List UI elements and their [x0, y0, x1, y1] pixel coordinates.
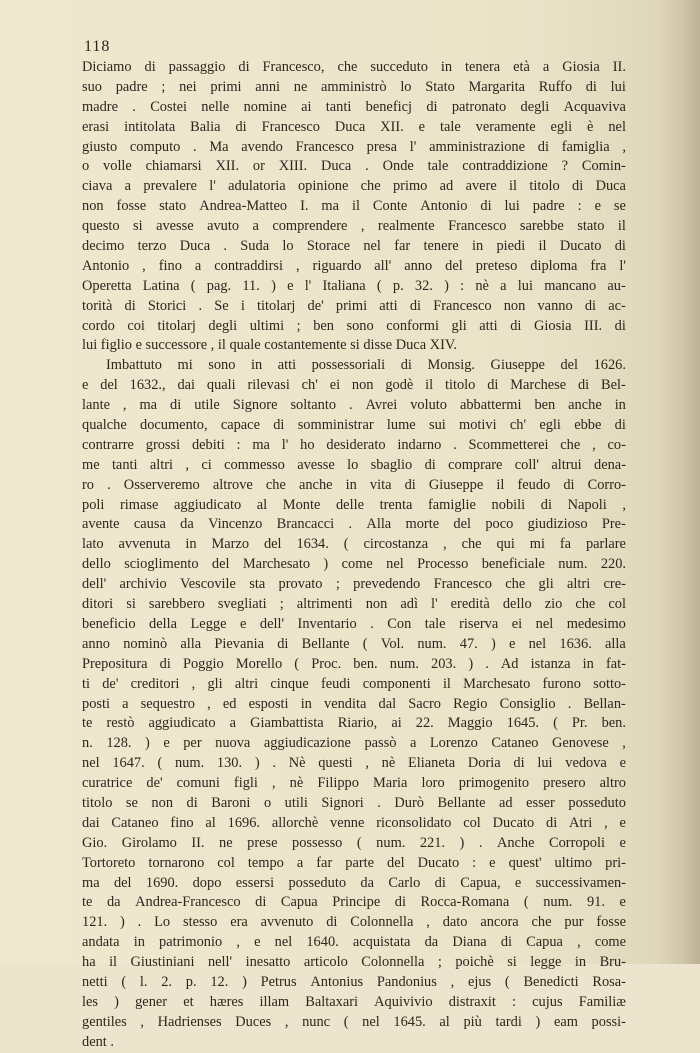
text-line: Operetta Latina ( pag. 11. ) e l' Italiana ( p. 32. ) : nè a lui mancano au- — [82, 277, 626, 294]
text-line: o volle chiamarsi XII. or XIII. Duca . Onde tale contraddizione ? Comin- — [82, 158, 626, 175]
text-line: ti de' creditori , gli altri cinque feudi componenti il Marchesato furono sotto- — [82, 675, 626, 692]
text-line: erasi intitolata Balia di Francesco Duca XII. e tale veramente egli è nel — [82, 118, 626, 135]
text-line: Prepositura di Poggio Morello ( Proc. ben. num. 203. ) . Ad istanza in fat- — [82, 655, 626, 672]
text-line: ciava a prevalere l' adulatoria opinione che primo ad avere il titolo di Duca — [82, 178, 626, 195]
text-line: contrarre grossi debiti : ma l' ho desiderato indarno . Scommetterei che , co- — [82, 436, 626, 453]
text-line: Tortoreto tornarono col tempo a far parte del Ducato : e quest' ultimo pri- — [82, 854, 626, 871]
text-line: questo si avesse avuto a comprendere , realmente Francesco sarebbe stato il — [82, 218, 626, 235]
text-line: Diciamo di passaggio di Francesco, che succeduto in tenera età a Giosia II. — [82, 59, 626, 75]
text-line: ditori si sarebbero svegliati ; altrimenti non adì l' eredità dello zio che col — [82, 596, 626, 613]
text-line: me tanti altri , ci commesso avesse lo sbaglio di comprare coll' altrui dena- — [82, 456, 626, 473]
text-line: ro . Osserveremo altrove che anche in vita di Giuseppe il feudo di Corro- — [82, 476, 626, 493]
text-line: madre . Costei nelle nomine ai tanti beneficj di patronato degli Acquaviva — [82, 98, 626, 115]
text-line: Gio. Girolamo II. ne prese possesso ( num. 221. ) . Anche Corropoli e — [82, 834, 626, 851]
text-line: anno nominò alla Pievania di Bellante ( Vol. num. 47. ) e nel 1636. alla — [82, 635, 626, 652]
text-line: suo padre ; nei primi anni ne amministrò lo Stato Margarita Ruffo di lui — [82, 78, 626, 95]
text-line: nel 1647. ( num. 130. ) . Nè questi , nè Elianeta Doria di lui vedova e — [82, 755, 626, 772]
text-line: cordo coi titolarj degli ultimi ; ben sono conformi gli atti di Giosia III. di — [82, 317, 626, 334]
text-line: lato avvenuta in Marzo del 1634. ( circostanza , che qui mi fa parlare — [82, 536, 626, 553]
text-line: Antonio , fino a contraddirsi , riguardo all' anno del preteso diploma fra l' — [82, 257, 626, 274]
text-line: Imbattuto mi sono in atti possessoriali di Monsig. Giuseppe del 1626. — [106, 357, 626, 374]
text-line: netti ( l. 2. p. 12. ) Petrus Antonius Pandonius , ejus ( Benedicti Rosa- — [82, 973, 626, 990]
text-line: te restò aggiudicato a Giambattista Riario, ai 22. Maggio 1645. ( Pr. ben. — [82, 715, 626, 732]
page-edge-shadow — [658, 0, 700, 964]
text-line: torità di Storici . Se i titolarj de' primi atti di Francesco non vanno di ac- — [82, 297, 626, 314]
page-number: 118 — [84, 38, 111, 55]
text-line: posti a sequestro , ed esposti in vendita dal Sacro Regio Consiglio . Bellan- — [82, 695, 626, 712]
text-line: curatrice de' comuni figli , nè Filippo Maria loro primogenito presero altro — [82, 775, 626, 792]
text-line: les ) gener et hæres illam Baltaxari Aquivivio distraxit : cujus Familiæ — [82, 993, 626, 1010]
text-line: n. 128. ) e per nuova aggiudicazione passò a Lorenzo Cataneo Genovese , — [82, 735, 626, 752]
text-line: decimo terzo Duca . Suda lo Storace nel far tenere in piedi il Ducato di — [82, 238, 626, 255]
text-line: lui figlio e successore , il quale costantemente si disse Duca XIV. — [82, 337, 457, 354]
text-line: avente causa da Vincenzo Brancacci . Alla morte del poco giudizioso Pre- — [82, 516, 626, 533]
text-line: gentiles , Hadrienses Duces , nunc ( nel 1645. al più tardi ) eam possi- — [82, 1013, 626, 1030]
text-line: dell' archivio Vescovile sta provato ; prevedendo Francesco che gli altri cre- — [82, 576, 626, 593]
text-line: 121. ) . Lo stesso era avvenuto di Colonnella , dato ancora che pur fosse — [82, 914, 626, 931]
text-line: non fosse stato Andrea-Matteo I. ma il Conte Antonio di lui padre : e se — [82, 198, 626, 215]
text-line: andata in patrimonio , e nel 1640. acquistata da Diana di Capua , come — [82, 934, 626, 951]
text-line: lante , ma di utile Signore soltanto . Avrei voluto abbattermi ben anche in — [82, 397, 626, 414]
text-line: ma del 1690. dopo essersi posseduto da Carlo di Capua, e successivamen- — [82, 874, 626, 891]
text-line: dello scioglimento del Marchesato ) come nel Processo beneficiale num. 220. — [82, 556, 626, 573]
text-line: giusto computo . Ma avendo Francesco presa l' amministrazione di famiglia , — [82, 138, 626, 155]
text-line: dai Cataneo fino al 1696. allorchè venne riconsolidato col Ducato di Atri , e — [82, 814, 626, 831]
text-line: e del 1632., dai quali rilevasi ch' ei non godè il titolo di Marchese di Bel- — [82, 377, 626, 394]
text-line: poli rimase aggiudicato al Monte delle trenta famiglie nobili di Napoli , — [82, 496, 626, 513]
text-line: beneficio della Legge e dell' Inventario . Con tale riserva ei nel medesimo — [82, 615, 626, 632]
text-line: titolo se non di Baroni o utili Signori . Durò Bellante ad esser posseduto — [82, 794, 626, 811]
text-line: dent . — [82, 1033, 114, 1050]
text-line: qualche documento, capace di somministrar lume sui motivi ch' egli ebbe di — [82, 417, 626, 434]
body-text — [82, 58, 626, 1053]
text-line: ha il Giustiniani nell' inesatto articolo Colonnella ; poichè si legge in Bru- — [82, 954, 626, 971]
text-line: te da Andrea-Francesco di Capua Principe di Rocca-Romana ( num. 91. e — [82, 894, 626, 911]
